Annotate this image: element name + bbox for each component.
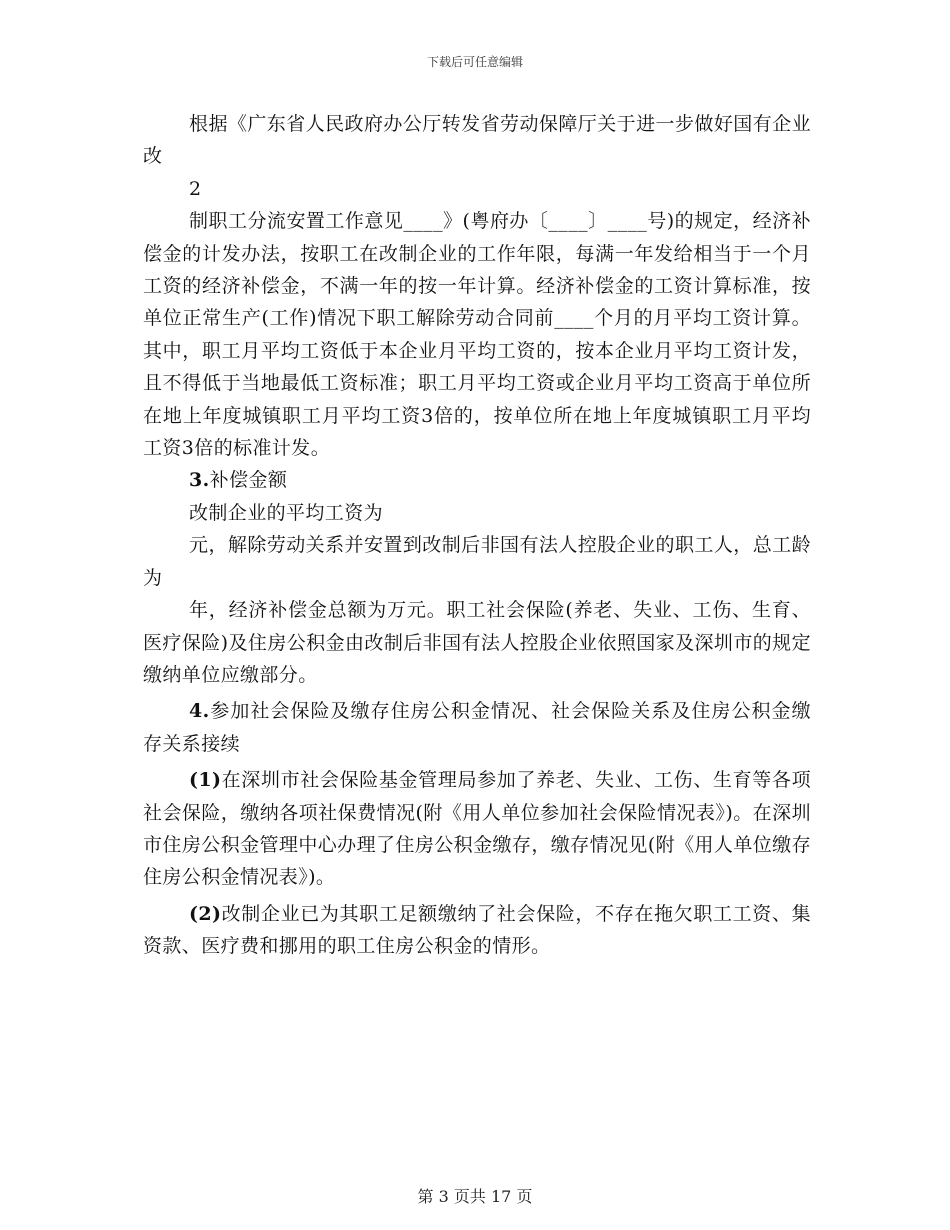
section-3-title: 补偿金额 (209, 469, 288, 492)
paragraph-total-compensation: 年，经济补偿金总额为万元。职工社会保险(养老、失业、工伤、生育、医疗保险)及住房公积金由改制后非国有法人控股企业依照国家及深圳市的规定缴纳单位应缴部分。 (143, 599, 811, 686)
document-body (143, 108, 811, 963)
paragraph-intro: 根据《广东省人民政府办公厅转发省劳动保障厅关于进一步做好国有企业改 (143, 113, 811, 168)
section-4-heading (143, 695, 811, 760)
item-1-text: 在深圳市社会保险基金管理局参加了养老、失业、工伤、生育等各项社会保险，缴纳各项社保费情况(附《用人单位参加社会保险情况表》)。在深圳市住房公积金管理中心办理了住房公积金缴存，缴存情况见(附《用人单位缴存住房公积金情况表》)。 (143, 769, 811, 889)
item-1-number: (1) (189, 769, 222, 792)
page-number-inline: 2 (189, 177, 202, 200)
section-3-heading (143, 464, 811, 496)
item-1 (143, 764, 811, 894)
item-2-number: (2) (189, 902, 222, 925)
item-2 (143, 898, 811, 963)
page-footer-pagination: 第 3 页共 17 页 (417, 1187, 533, 1206)
item-2-text: 改制企业已为其职工足额缴纳了社会保险，不存在拖欠职工工资、集资款、医疗费和挪用的职工住房公积金的情形。 (143, 902, 811, 958)
section-4-number: 4. (189, 700, 210, 723)
section-4-title: 参加社会保险及缴存住房公积金情况、社会保险关系及住房公积金缴存关系接续 (143, 700, 811, 755)
paragraph-average-wage: 改制企业的平均工资为 (189, 501, 384, 524)
paragraph-termination: 元，解除劳动关系并安置到改制后非国有法人控股企业的职工人，总工龄为 (143, 534, 811, 589)
section-3-number: 3. (189, 469, 210, 492)
paragraph-compensation-method: 制职工分流安置工作意见____》(粤府办〔____〕____号)的规定，经济补偿金的计发办法，按职工在改制企业的工作年限，每满一年发给相当于一个月工资的经济补偿金，不满一年的按一年计算。经济补偿金的工资计算标准，按单位正常生产(工作)情况下职工解除劳动合同前____个月的月平均工资计算。其中，职工月平均工资低于本企业月平均工资的，按本企业月平均工资计发，且不得低于当地最低工资标准；职工月平均工资或企业月平均工资高于单位所在地上年度城镇职工月平均工资3倍的，按单位所在地上年度城镇职工月平均工资3倍的标准计发。 (143, 210, 811, 460)
page-header-note: 下载后可任意编辑 (426, 55, 523, 69)
